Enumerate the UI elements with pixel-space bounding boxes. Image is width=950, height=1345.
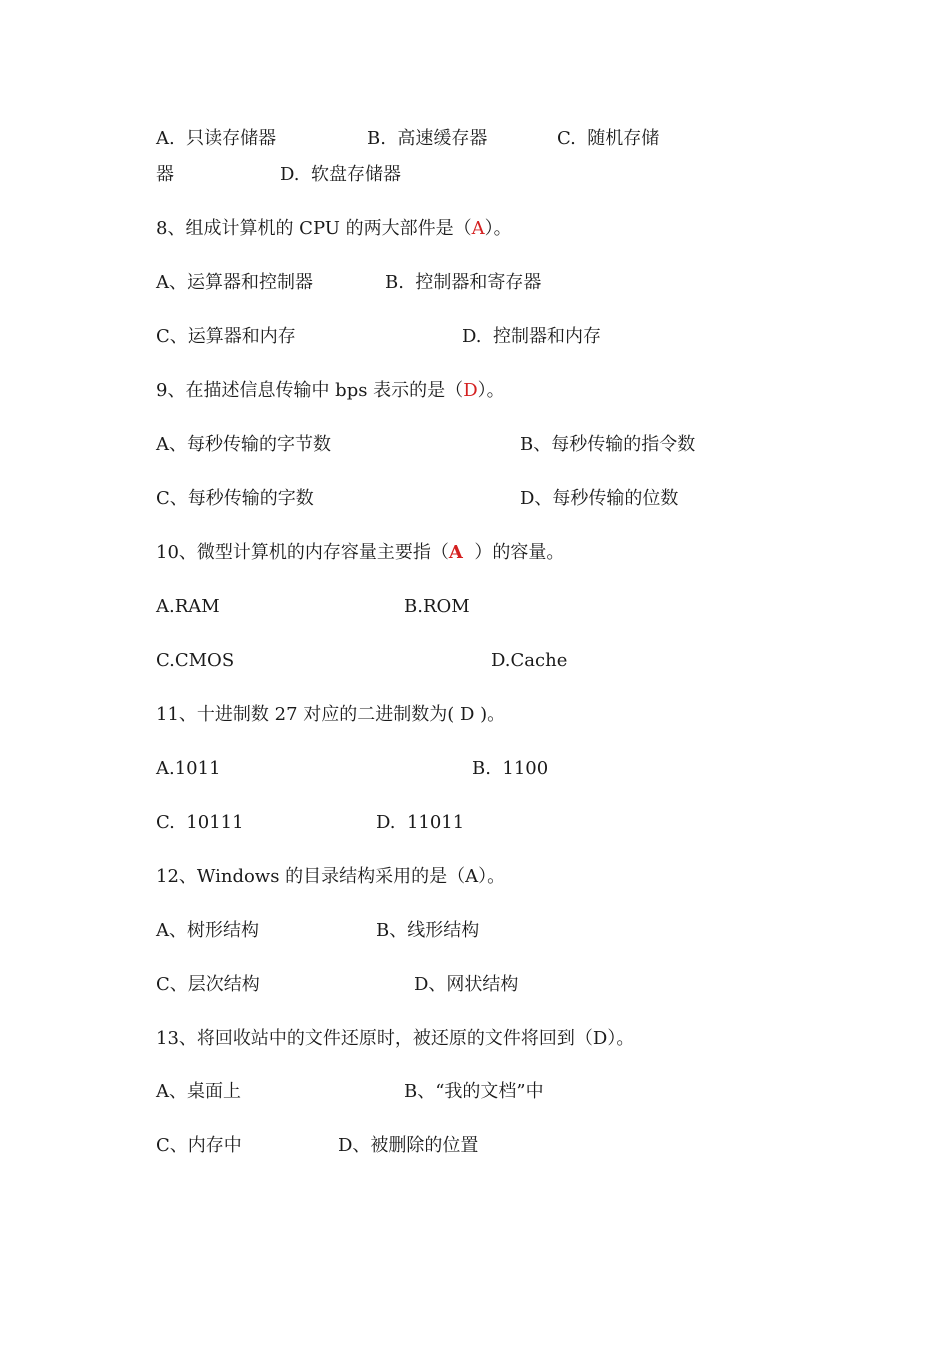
q8-option-c: C、运算器和内存 <box>156 326 296 347</box>
q10-answer: A <box>448 542 463 563</box>
q13-option-b: B、“我的文档”中 <box>404 1081 544 1102</box>
q10-question-end: ）的容量。 <box>462 542 565 563</box>
q8-question-end: ）。 <box>484 218 512 239</box>
q10-option-b: B.ROM <box>404 596 470 617</box>
q11-option-d: D. 11011 <box>376 812 465 833</box>
q8-question <box>156 217 512 241</box>
q8-option-b: B. 控制器和寄存器 <box>385 272 542 293</box>
q12-question: 12、Windows 的目录结构采用的是（A）。 <box>156 866 506 887</box>
q13-option-c: C、内存中 <box>156 1135 242 1156</box>
q8-option-d: D. 控制器和内存 <box>462 326 601 347</box>
q9-option-d: D、每秒传输的位数 <box>520 488 679 509</box>
q11-option-a: A.1011 <box>156 758 221 779</box>
q7-option-c: C. 随机存储 <box>557 128 660 149</box>
q12-option-a: A、树形结构 <box>156 920 259 941</box>
q13-question: 13、将回收站中的文件还原时，被还原的文件将回到（D）。 <box>156 1028 635 1049</box>
q11-option-b: B. 1100 <box>472 758 549 779</box>
q13-option-d: D、被删除的位置 <box>338 1135 479 1156</box>
q9-answer: D <box>463 380 478 401</box>
q10-question <box>156 541 564 565</box>
q9-question-end: ）。 <box>477 380 505 401</box>
q13-option-a: A、桌面上 <box>156 1081 241 1102</box>
q10-option-c: C.CMOS <box>156 650 235 671</box>
q9-option-c: C、每秒传输的字数 <box>156 488 314 509</box>
q8-question-text: 8、组成计算机的 CPU 的两大部件是（ <box>156 218 472 239</box>
q9-option-a: A、每秒传输的字节数 <box>156 434 331 455</box>
q10-option-d: D.Cache <box>491 650 568 671</box>
q7-option-d: D. 软盘存储器 <box>280 164 401 185</box>
q11-option-c: C. 10111 <box>156 812 244 833</box>
q9-question <box>156 379 505 403</box>
q9-option-b: B、每秒传输的指令数 <box>520 434 696 455</box>
q9-question-text: 9、在描述信息传输中 bps 表示的是（ <box>156 380 464 401</box>
q8-option-a: A、运算器和控制器 <box>156 272 313 293</box>
q7-option-b: B. 高速缓存器 <box>367 128 488 149</box>
q10-option-a: A.RAM <box>156 596 220 617</box>
q10-question-text: 10、微型计算机的内存容量主要指（ <box>156 542 449 563</box>
q12-option-b: B、线形结构 <box>376 920 480 941</box>
q12-option-c: C、层次结构 <box>156 974 260 995</box>
q7-option-c-wrap: 器 <box>156 164 174 185</box>
q7-option-a: A. 只读存储器 <box>156 128 277 149</box>
q8-answer: A <box>471 218 485 239</box>
q11-question: 11、十进制数 27 对应的二进制数为( D )。 <box>156 704 506 725</box>
q12-option-d: D、网状结构 <box>414 974 519 995</box>
